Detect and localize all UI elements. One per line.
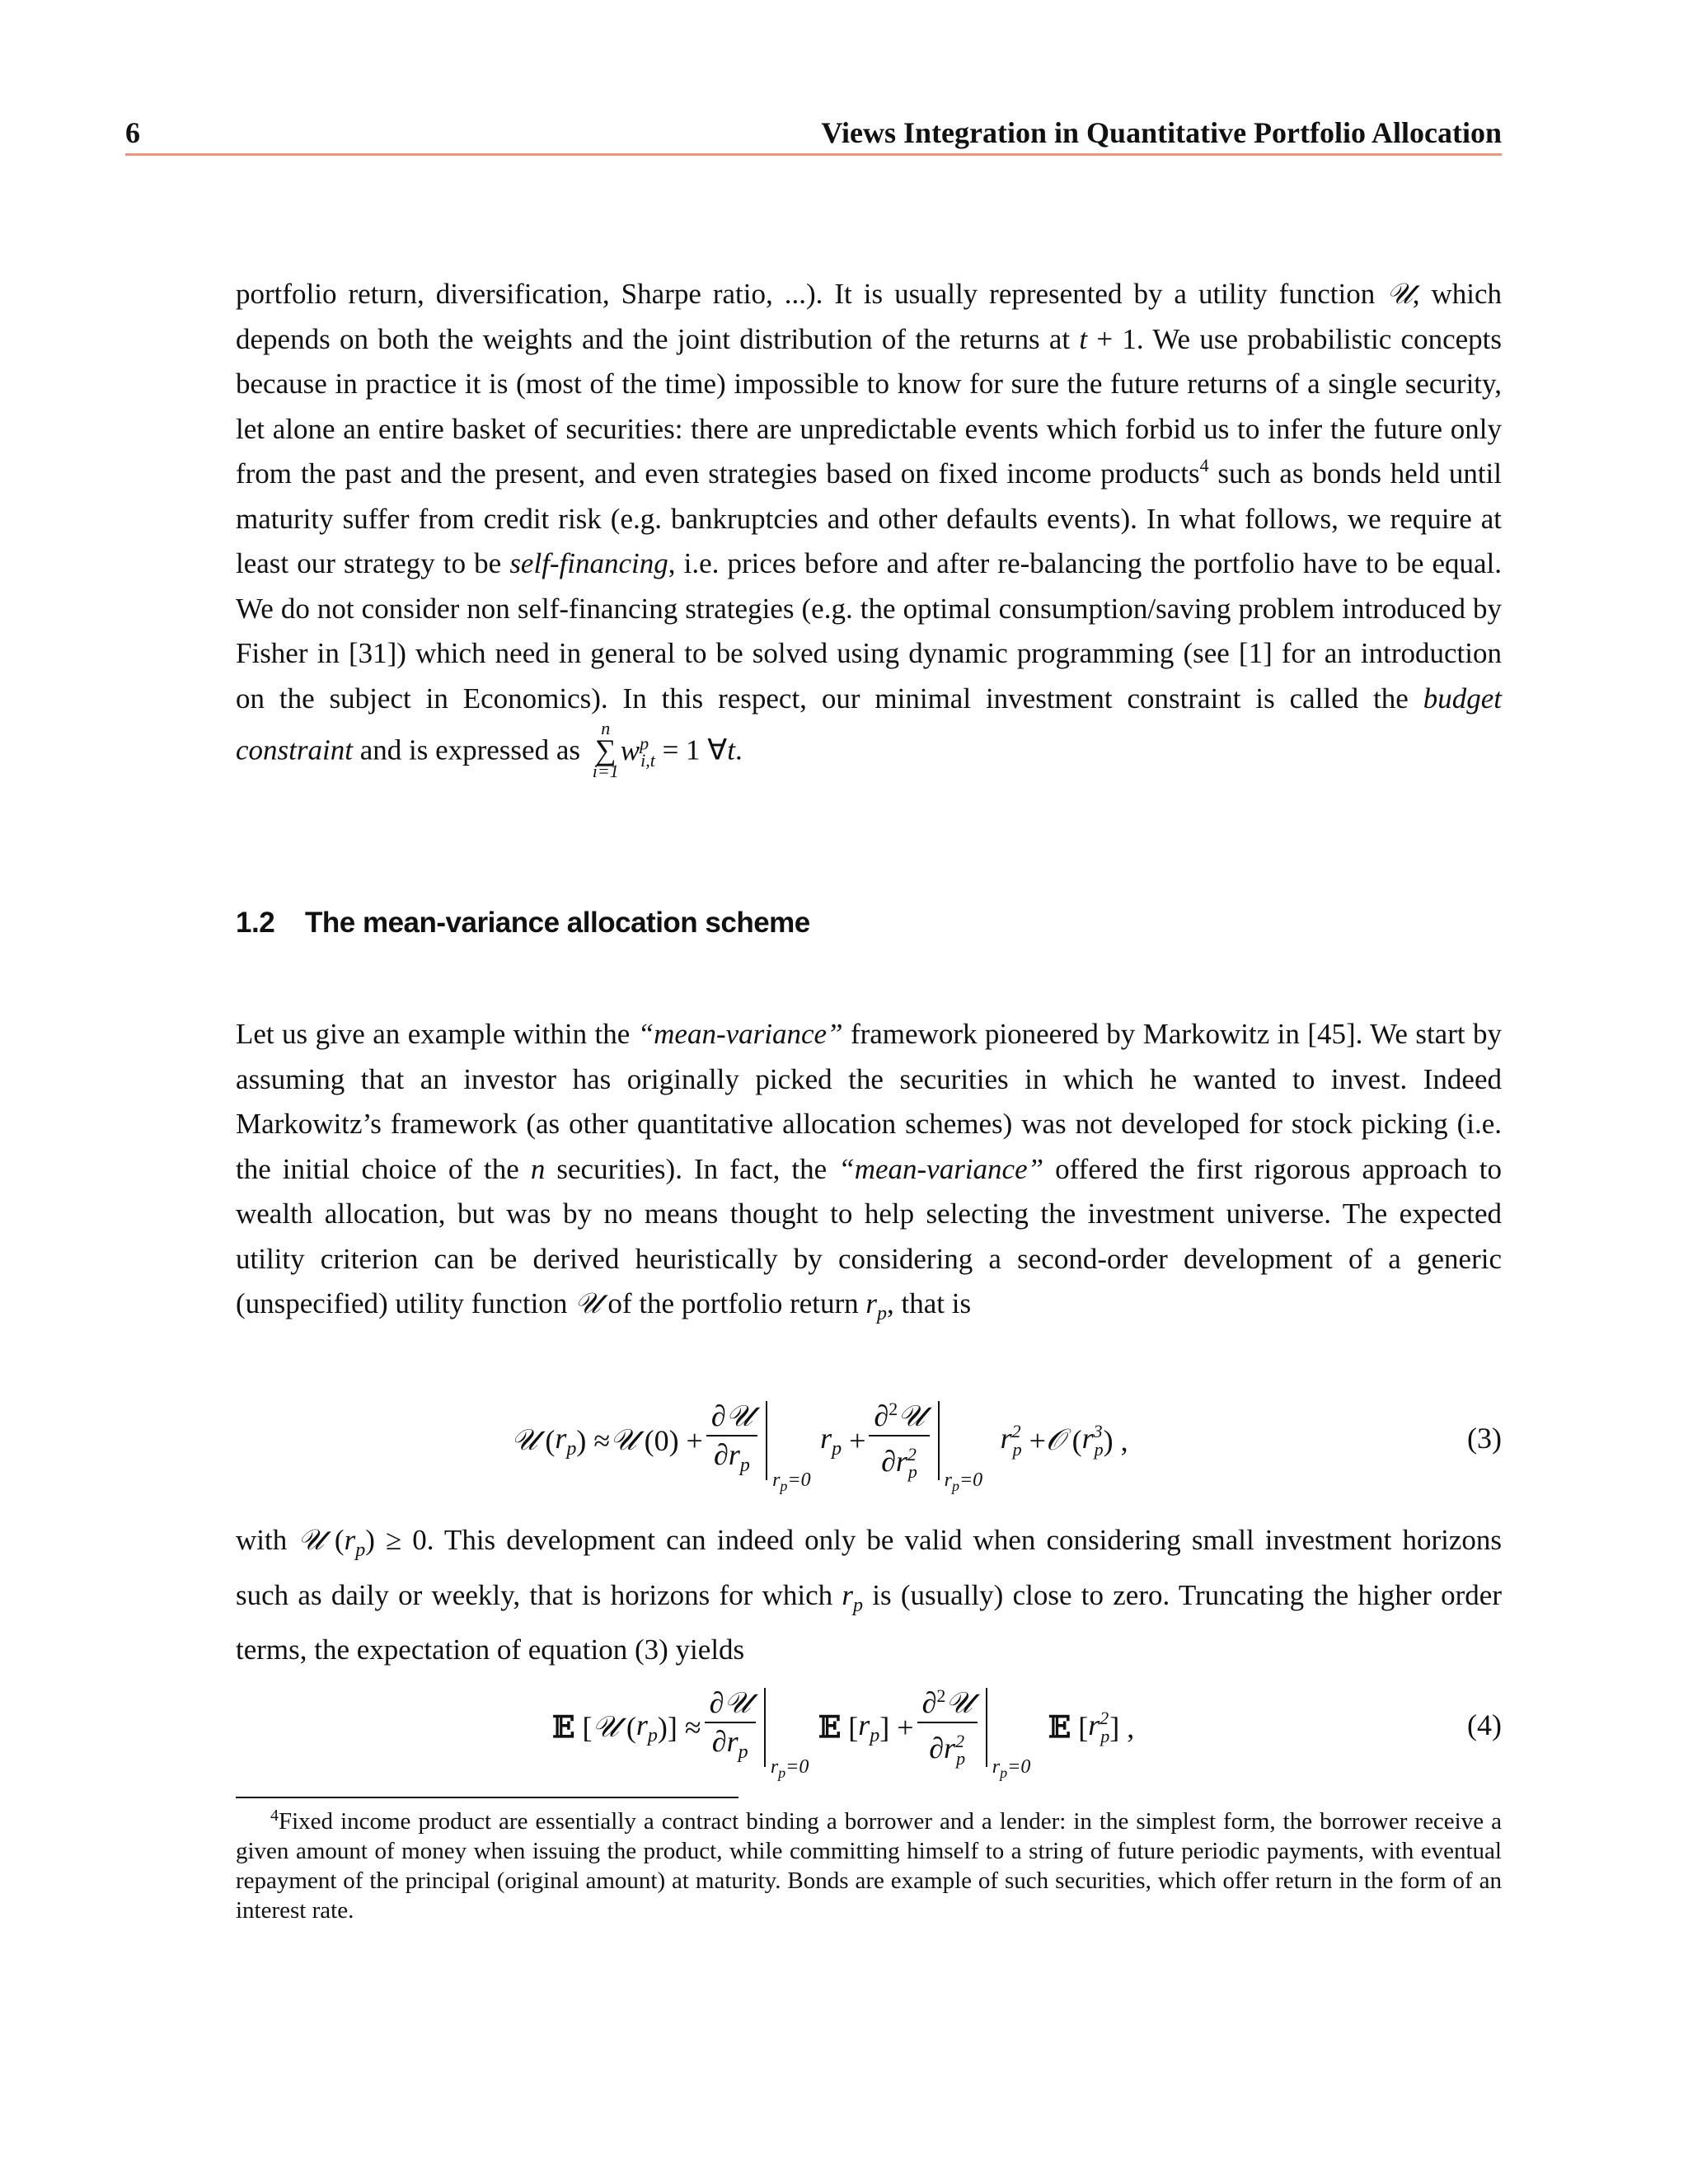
equation-3-body: 𝒰 ( $r_p$ ) ≈ 𝒰 (0) + $\frac{\text{∂𝒰}}{\partial r_p}$ $r_p=0$ $r_p$ + $\frac{\partial^2𝒰}{\partial r^2_p}$ $r_p=0$ $r^2_p$ + 𝒪 ( $r^3_p$ ) , [511, 1391, 1128, 1490]
footnote-mark: 4 [270, 1807, 279, 1825]
footnote-text: Fixed income product are essentially a contract binding a borrower and a lender: in the simplest form, the borrower receive a given amount of money when issuing the product, while committing himself to a string of future periodic payments, with eventual repayment of the principal (original amount) at maturity. Bonds are example of such securities, which offer return in the form of an interest rate. [236, 1808, 1502, 1924]
paragraph-utility-function: portfolio return, diversification, Sharpe ratio, ...). It is usually represented by a utility function 𝒰, which depends on both the weights and the joint distribution of the returns at t + 1. We use probabilistic concepts because in practice it is (most of the time) impossible to know for sure the future returns of a single security, let alone an entire basket of securities: there are unpredictable events which forbid us to infer the future only from the past and the present, and even strategies based on fixed income products$^4$ such as bonds held until maturity suffer from credit risk (e.g. bankruptcies and other defaults events). In what follows, we require at least our strategy to be self-financing, i.e. prices before and after re-balancing the portfolio have to be equal. We do not consider non self-financing strategies (e.g. the optimal consumption/saving problem introduced by Fisher in [31]) which need in general to be solved using dynamic programming (see [1] for an introduction on the subject in Economics). In this respect, our minimal investment constraint is called the budget constraint and is expressed as n ∑ i=1 $w^p_{i,t} = 1$ ∀t. [236, 278, 1502, 781]
page-number: 6 [125, 116, 140, 149]
footnote-ref-4[interactable]: 4 [1199, 455, 1209, 476]
evaluation-bar: $r_p=0$ [766, 1401, 772, 1480]
evaluation-bar: $r_p=0$ [764, 1688, 771, 1767]
equation-4-body: 𝔼 [ 𝒰 ( $r_p$ )] ≈ $\frac{\text{∂𝒰}}{\partial r_p}$ $r_p=0$ 𝔼 [ $r_p$ ] + $\frac{\partial^2𝒰}{\partial r^2_p}$ $r_p=0$ 𝔼 [ $r^2_p$ ] , [552, 1678, 1134, 1777]
fraction-second-derivative: $\frac{\partial^2𝒰}{\partial r^2_p}$ [869, 1393, 929, 1488]
equation-number: (3) [1467, 1422, 1502, 1455]
footnote-4 [236, 1807, 1502, 1925]
math-weight-term: $w^p_{i,t}$ [620, 733, 655, 771]
math-rp: $r_p$ [842, 1578, 864, 1616]
fraction-first-derivative: $\frac{\text{∂𝒰}}{\partial r_p}$ [705, 1686, 756, 1769]
fraction-first-derivative: $\frac{\text{∂𝒰}}{\partial r_p}$ [706, 1399, 757, 1482]
paragraph-mean-variance: Let us give an example within the “mean-variance” framework pioneered by Markowitz in [45]. We start by assuming that an investor has originally picked the securities in which he wanted to invest. Indeed Markowitz’s framework (as other quantitative allocation schemes) was not developed for stock picking (i.e. the initial choice of the n securities). In fact, the “mean-variance” offered the first rigorous approach to wealth allocation, but was by no means thought to help selecting the investment universe. The expected utility criterion can be derived heuristically by considering a second-order development of a generic (unspecified) utility function 𝒰 of the portfolio return $r_p$, that is [236, 1018, 1503, 1324]
page-header [125, 115, 1502, 156]
equation-3 [236, 1391, 1502, 1494]
math-n: n [530, 1152, 546, 1185]
section-title: The mean-variance allocation scheme [305, 907, 810, 939]
evaluation-bar: $r_p=0$ [986, 1688, 992, 1767]
equation-4 [236, 1678, 1502, 1781]
section-number: 1.2 [236, 907, 275, 939]
equation-number: (4) [1467, 1708, 1502, 1741]
running-title: Views Integration in Quantitative Portfolio Allocation [821, 116, 1502, 149]
section-heading [236, 907, 810, 940]
math-utility-symbol: 𝒰 [574, 1287, 601, 1320]
paragraph-truncation: with 𝒰 $(r_p) \ge 0$. This development can indeed only be valid when considering small investment horizons such as daily or weekly, that is horizons for which $r_p$ is (usually) close to zero. Truncating the higher order terms, the expectation of equation (3) yields [236, 1524, 1503, 1666]
term-budget-constraint: budget constraint [236, 682, 1502, 766]
math-t-plus-1: t [1079, 322, 1088, 355]
footnote-divider [236, 1797, 738, 1798]
fraction-second-derivative: $\frac{\partial^2𝒰}{\partial r^2_p}$ [917, 1680, 978, 1775]
math-rp: $r_p$ [865, 1287, 888, 1324]
term-self-financing: self-financing [509, 547, 668, 579]
evaluation-bar: $r_p=0$ [938, 1401, 945, 1480]
math-utility-symbol: 𝒰 [1386, 278, 1413, 311]
math-sum-operator: n ∑ i=1 [592, 717, 619, 781]
